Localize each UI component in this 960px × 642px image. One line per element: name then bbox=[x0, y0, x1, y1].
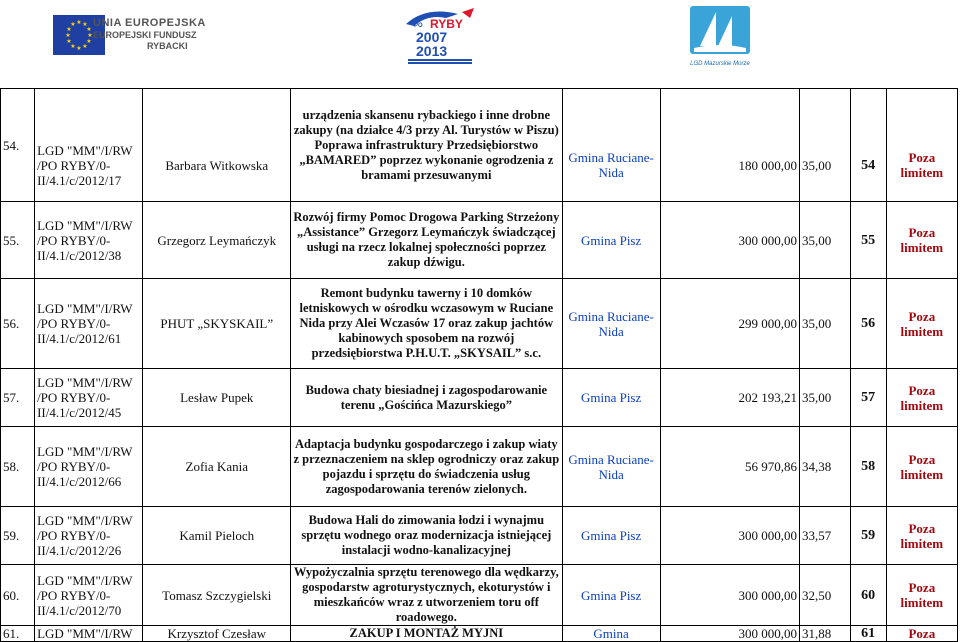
row-number: 54. bbox=[1, 89, 35, 202]
beneficiary: Zofia Kania bbox=[143, 427, 291, 507]
application-number: LGD "MM"/I/RW /PO RYBY/0-II/4.1/c/2012/17 bbox=[35, 89, 143, 202]
beneficiary: Grzegorz Leymańczyk bbox=[143, 202, 291, 279]
beneficiary: Barbara Witkowska bbox=[143, 89, 291, 202]
status: Poza limitem bbox=[886, 507, 957, 565]
table-row bbox=[1, 427, 958, 507]
svg-text:★: ★ bbox=[70, 21, 76, 28]
rank: 61 bbox=[850, 626, 886, 642]
svg-text:2013: 2013 bbox=[416, 43, 448, 59]
po-ryby-logo bbox=[400, 4, 480, 68]
row-number: 61. bbox=[1, 626, 35, 642]
location: Gmina Pisz bbox=[562, 565, 660, 626]
beneficiary: Tomasz Szczygielski bbox=[143, 565, 291, 626]
operation-title: Budowa Hali do zimowania łodzi i wynajmu sprzętu wodnego oraz modernizacja istniejącej instalacji wodno-kanalizacyjnej bbox=[291, 507, 563, 565]
operation-title: Adaptacja budynku gospodarczego i zakup wiaty z przeznaczeniem na sklep ogrodniczy oraz zakup pojazdu i sprzętu do świadczenia usług zagospodarowania terenów zielonych. bbox=[291, 427, 563, 507]
svg-text:★: ★ bbox=[66, 38, 72, 45]
amount: 56 970,86 bbox=[660, 427, 799, 507]
rank: 55 bbox=[850, 202, 886, 279]
svg-text:★: ★ bbox=[82, 43, 88, 50]
operation-title: Remont budynku tawerny i 10 domków letniskowych w ośrodku wczasowym w Ruciane Nida przy Alei Wczasów 17 oraz zakup jachtów kabinowych sposobem na rozwój przedsiębiorstwa P.H.U.T. „SKYSAIL” s.c. bbox=[291, 279, 563, 369]
table-row bbox=[1, 565, 958, 626]
row-number: 60. bbox=[1, 565, 35, 626]
rank: 58 bbox=[850, 427, 886, 507]
svg-text:★: ★ bbox=[76, 45, 82, 52]
amount: 202 193,21 bbox=[660, 369, 799, 427]
amount: 300 000,00 bbox=[660, 565, 799, 626]
svg-text:★: ★ bbox=[76, 19, 82, 26]
svg-text:★: ★ bbox=[66, 26, 72, 33]
row-number: 55. bbox=[1, 202, 35, 279]
location: Gmina bbox=[562, 626, 660, 642]
svg-text:LGD Mazurskie Morze: LGD Mazurskie Morze bbox=[690, 61, 750, 67]
row-number: 58. bbox=[1, 427, 35, 507]
rank: 59 bbox=[850, 507, 886, 565]
table-row bbox=[1, 626, 958, 642]
application-number: LGD "MM"/I/RW /PO RYBY/0-II/4.1/c/2012/70 bbox=[35, 565, 143, 626]
eu-logo-text: UNIA EUROPEJSKA EUROPEJSKI FUNDUSZ RYBACKI bbox=[93, 17, 206, 51]
score: 35,00 bbox=[800, 279, 851, 369]
rank: 60 bbox=[850, 565, 886, 626]
operation-title: urządzenia skansenu rybackiego i inne drobne zakupy (na działce 4/3 przy Al. Turystów w Piszu) Poprawa infrastruktury Przedsiębiorstwo „BAMARED” poprzez wykonanie ogrodzenia z bramami przesuwanymi bbox=[291, 89, 563, 202]
score: 31,88 bbox=[800, 626, 851, 642]
status: Poza limitem bbox=[886, 369, 957, 427]
operation-title: ZAKUP I MONTAŻ MYJNI bbox=[291, 626, 563, 642]
rank: 54 bbox=[850, 89, 886, 202]
svg-text:★: ★ bbox=[70, 43, 76, 50]
status: Poza limitem bbox=[886, 279, 957, 369]
svg-text:★: ★ bbox=[82, 21, 88, 28]
application-number: LGD "MM"/I/RW /PO RYBY/0-II/4.1/c/2012/66 bbox=[35, 427, 143, 507]
svg-text:★: ★ bbox=[65, 32, 71, 39]
score: 35,00 bbox=[800, 89, 851, 202]
amount: 300 000,00 bbox=[660, 626, 799, 642]
status: Poza limitem bbox=[886, 565, 957, 626]
operation-title: Rozwój firmy Pomoc Drogowa Parking Strzeżony „Assistance” Grzegorz Leymańczyk świadczącej usługi na rzecz lokalnej społeczności poprzez zakup dźwigu. bbox=[291, 202, 563, 279]
status: Poza limitem bbox=[886, 202, 957, 279]
table-row bbox=[1, 202, 958, 279]
table-row bbox=[1, 507, 958, 565]
beneficiary: Kamil Pieloch bbox=[143, 507, 291, 565]
score: 34,38 bbox=[800, 427, 851, 507]
svg-text:2007: 2007 bbox=[416, 29, 448, 45]
svg-text:★: ★ bbox=[86, 38, 92, 45]
score: 35,00 bbox=[800, 202, 851, 279]
operation-title: Wypożyczalnia sprzętu terenowego dla wędkarzy, gospodarstw agroturystycznych, ekoturystów i mieszkańców wraz z utworzeniem toru off roadowego. bbox=[291, 565, 563, 626]
amount: 300 000,00 bbox=[660, 202, 799, 279]
svg-text:★: ★ bbox=[86, 26, 92, 33]
location: Gmina Ruciane-Nida bbox=[562, 427, 660, 507]
status: Poza bbox=[886, 626, 957, 642]
beneficiary: Krzysztof Czesław bbox=[143, 626, 291, 642]
operation-title: Budowa chaty biesiadnej i zagospodarowanie terenu „Gościńca Mazurskiego” bbox=[291, 369, 563, 427]
header-logos bbox=[0, 0, 960, 88]
row-number: 57. bbox=[1, 369, 35, 427]
rank: 56 bbox=[850, 279, 886, 369]
beneficiary: PHUT „SKYSKAIL” bbox=[143, 279, 291, 369]
amount: 300 000,00 bbox=[660, 507, 799, 565]
table-row bbox=[1, 369, 958, 427]
location: Gmina Ruciane-Nida bbox=[562, 89, 660, 202]
rank: 57 bbox=[850, 369, 886, 427]
row-number: 59. bbox=[1, 507, 35, 565]
beneficiary: Lesław Pupek bbox=[143, 369, 291, 427]
status: Poza limitem bbox=[886, 427, 957, 507]
status: Poza limitem bbox=[886, 89, 957, 202]
score: 35,00 bbox=[800, 369, 851, 427]
svg-text:RYBY: RYBY bbox=[430, 17, 463, 31]
location: Gmina Pisz bbox=[562, 507, 660, 565]
application-number: LGD "MM"/I/RW /PO RYBY/0-II/4.1/c/2012/45 bbox=[35, 369, 143, 427]
svg-text:★: ★ bbox=[87, 32, 93, 39]
applications-table bbox=[0, 88, 958, 642]
application-number: LGD "MM"/I/RW /PO RYBY/0-II/4.1/c/2012/38 bbox=[35, 202, 143, 279]
row-number: 56. bbox=[1, 279, 35, 369]
application-number: LGD "MM"/I/RW bbox=[35, 626, 143, 642]
application-number: LGD "MM"/I/RW /PO RYBY/0-II/4.1/c/2012/61 bbox=[35, 279, 143, 369]
location: Gmina Pisz bbox=[562, 369, 660, 427]
location: Gmina Ruciane-Nida bbox=[562, 279, 660, 369]
lgd-mazurskie-morze-logo bbox=[686, 2, 754, 70]
table-row bbox=[1, 279, 958, 369]
score: 32,50 bbox=[800, 565, 851, 626]
amount: 299 000,00 bbox=[660, 279, 799, 369]
application-number: LGD "MM"/I/RW /PO RYBY/0-II/4.1/c/2012/26 bbox=[35, 507, 143, 565]
table-row bbox=[1, 89, 958, 202]
svg-text:PO: PO bbox=[414, 23, 423, 29]
score: 33,57 bbox=[800, 507, 851, 565]
location: Gmina Pisz bbox=[562, 202, 660, 279]
amount: 180 000,00 bbox=[660, 89, 799, 202]
